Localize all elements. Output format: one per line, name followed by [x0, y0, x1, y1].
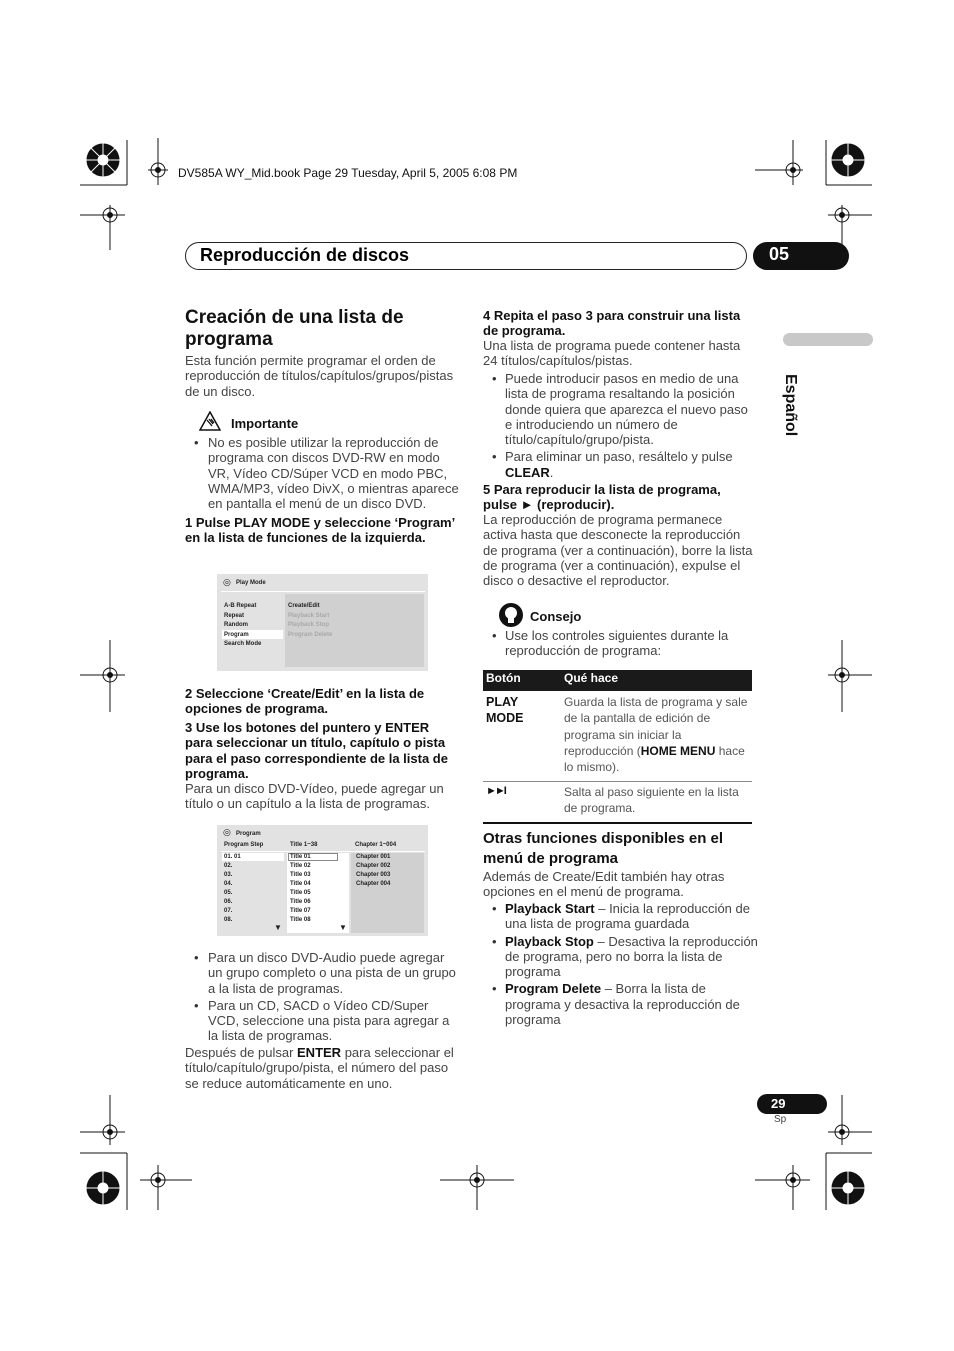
important-label: Importante	[231, 416, 299, 431]
step-5: 5 Para reproducir la lista de programa, pulse ► (reproducir).	[483, 482, 721, 513]
column-header: Title 1~38	[290, 842, 318, 848]
option-item: Create/Edit	[288, 603, 320, 609]
intro-text: Esta función permite programar el orden de reproducción de títulos/capítulos/grupos/pistas de un disco.	[185, 353, 454, 399]
option-item: Playback Start	[288, 613, 330, 619]
step-5-body: La reproducción de programa permanece activa hasta que desconecte la reproducción de programa (ver a continuación), borre la lista de programa (ver a continuación), expulse el disco o desactive el reproductor.	[483, 512, 753, 589]
program-step: 05.	[224, 890, 233, 896]
lightbulb-icon	[498, 602, 524, 628]
list-item: • Puede introducir pasos en medio de una lista de programa resaltando la posición donde quiera que aparezca el nuevo paso e introduciendo un número de título/capítulo/grupo/pista.	[483, 371, 758, 447]
column-header: Program Step	[224, 842, 264, 848]
step-3: 3 Use los botones del puntero y ENTER para seleccionar un título, capítulo o pista para el paso correspondiente de la lista de programa.	[185, 720, 448, 781]
text-run: para seleccionar el título/capítulo/grupo/pista, el número del paso se reduce automáticamente en uno.	[185, 1045, 454, 1091]
list-item: • Para un disco DVD-Audio puede agregar un grupo completo o una pista de un grupo a la lista de programas.	[185, 950, 460, 996]
table-bottom-rule	[483, 822, 752, 824]
list-item	[483, 901, 758, 932]
chapter-item: Chapter 004	[356, 881, 391, 887]
text-run: – Borra la lista de programa y desactiva la reproducción de programa	[505, 981, 740, 1028]
screen-divider	[221, 591, 425, 592]
list-item: • Use los controles siguientes durante la reproducción de programa:	[483, 628, 758, 659]
text-run-bold: ENTER	[297, 1045, 342, 1060]
text-run: hace lo mismo).	[564, 743, 745, 775]
program-step: 02.	[224, 863, 233, 869]
text-run: .	[549, 464, 554, 480]
important-bullet: • No es posible utilizar la reproducción de programa con discos DVD-RW en modo VR, Vídeo CD/Súper VCD en modo PBC, WMA/MP3, vídeo DivX, o mientras aparece en pantalla el menú de un disco DVD.	[185, 435, 460, 511]
step-2: 2 Seleccione ‘Create/Edit’ en la lista de opciones de programa.	[185, 686, 425, 717]
tip-list	[483, 628, 758, 661]
section-title: Reproducción de discos	[200, 245, 410, 265]
scroll-down-icon: ▼	[274, 923, 282, 932]
program-step: 04.	[224, 881, 233, 887]
table-divider	[483, 781, 752, 782]
screen-divider	[221, 851, 425, 852]
menu-item: Repeat	[224, 613, 245, 619]
disc-icon: ◎	[223, 577, 231, 587]
text-run: Guarda la lista de programa y sale de la pantalla de edición de programa sin iniciar la reproducción (	[564, 695, 748, 758]
table-cell-action	[564, 694, 750, 775]
warning-icon	[199, 411, 221, 431]
language-code: Sp	[774, 1114, 787, 1125]
list-item	[483, 934, 758, 980]
page-heading: Creación de una lista de programa	[185, 307, 404, 350]
option-item: Program Delete	[288, 632, 333, 638]
next-icon: ►►I	[486, 785, 505, 797]
menu-item: A-B Repeat	[224, 603, 257, 609]
functions-list	[483, 901, 758, 1029]
menu-item: Search Mode	[224, 641, 262, 647]
text-run-bold: CLEAR	[505, 464, 550, 480]
table-cell-button: PLAY MODE	[486, 695, 524, 725]
sub-heading: Otras funciones disponibles en el menú de programa	[483, 830, 724, 867]
step-4: 4 Repita el paso 3 para construir una lista de programa.	[483, 308, 741, 339]
text-run-bold: HOME MENU	[640, 743, 716, 758]
language-tab	[783, 333, 873, 346]
screen-title: Program	[236, 831, 261, 837]
text-run: – Desactiva la reproducción de programa, pero no borra la lista de programa	[505, 933, 758, 980]
title-item: Title 05	[290, 890, 311, 896]
page-number: 29	[757, 1094, 827, 1114]
disc-icon: ◎	[223, 827, 231, 837]
chapter-item: Chapter 001	[356, 854, 391, 860]
column-header: Chapter 1~004	[355, 842, 397, 848]
scroll-down-icon: ▼	[339, 923, 347, 932]
program-step: 07.	[224, 908, 233, 914]
after-enter-text	[185, 1045, 460, 1091]
table-cell-action: Salta al paso siguiente en la lista de programa.	[564, 785, 739, 816]
important-list	[185, 435, 460, 513]
screen-title: Play Mode	[236, 580, 266, 586]
text-run: Después de pulsar	[185, 1045, 298, 1060]
title-item: Title 02	[290, 863, 311, 869]
disc-type-list	[185, 950, 460, 1046]
chapter-item: Chapter 003	[356, 872, 391, 878]
text-run: Para eliminar un paso, resáltelo y pulse	[505, 449, 733, 465]
title-item: Title 08	[290, 917, 311, 923]
step-4-list	[483, 371, 758, 482]
sub-body: Además de Create/Edit también hay otras opciones en el menú de programa.	[483, 869, 725, 900]
menu-item-selected: Program	[224, 632, 249, 638]
chapter-item: Chapter 002	[356, 863, 391, 869]
language-label: Español	[782, 374, 799, 437]
text-run-bold: Program Delete	[505, 981, 602, 997]
program-step: 06.	[224, 899, 233, 905]
list-item: • Para un CD, SACD o Vídeo CD/Super VCD, seleccione una pista para agregar a la lista de programas.	[185, 998, 460, 1044]
step-3-body: Para un disco DVD-Vídeo, puede agregar un título o un capítulo a la lista de programas.	[185, 781, 444, 812]
text-run-bold: Playback Stop	[505, 933, 594, 949]
program-step: 01. 01	[224, 854, 241, 860]
menu-item: Random	[224, 622, 248, 628]
title-item: Title 01	[290, 854, 311, 860]
option-item: Playback Stop	[288, 622, 330, 628]
list-item	[483, 449, 758, 480]
book-info-line: DV585A WY_Mid.book Page 29 Tuesday, April 5, 2005 6:08 PM	[178, 166, 518, 180]
step-1: 1 Pulse PLAY MODE y seleccione ‘Program’ en la lista de funciones de la izquierda.	[185, 515, 455, 546]
list-item	[483, 981, 758, 1027]
table-header-action: Qué hace	[564, 671, 619, 685]
title-item: Title 07	[290, 908, 311, 914]
title-item: Title 04	[290, 881, 311, 887]
section-number: 05	[753, 242, 849, 270]
tip-label: Consejo	[530, 609, 582, 624]
program-step: 03.	[224, 872, 233, 878]
play-mode-screen	[217, 574, 428, 671]
text-run-bold: Playback Start	[505, 901, 595, 916]
table-header-button: Botón	[486, 671, 521, 685]
title-item: Title 06	[290, 899, 311, 905]
step-4-body: Una lista de programa puede contener hasta 24 títulos/capítulos/pistas.	[483, 338, 741, 369]
title-item: Title 03	[290, 872, 311, 878]
program-step: 08.	[224, 917, 233, 923]
text-run: – Inicia la reproducción de una lista de programa guardada	[505, 901, 750, 932]
program-screen	[217, 825, 428, 936]
